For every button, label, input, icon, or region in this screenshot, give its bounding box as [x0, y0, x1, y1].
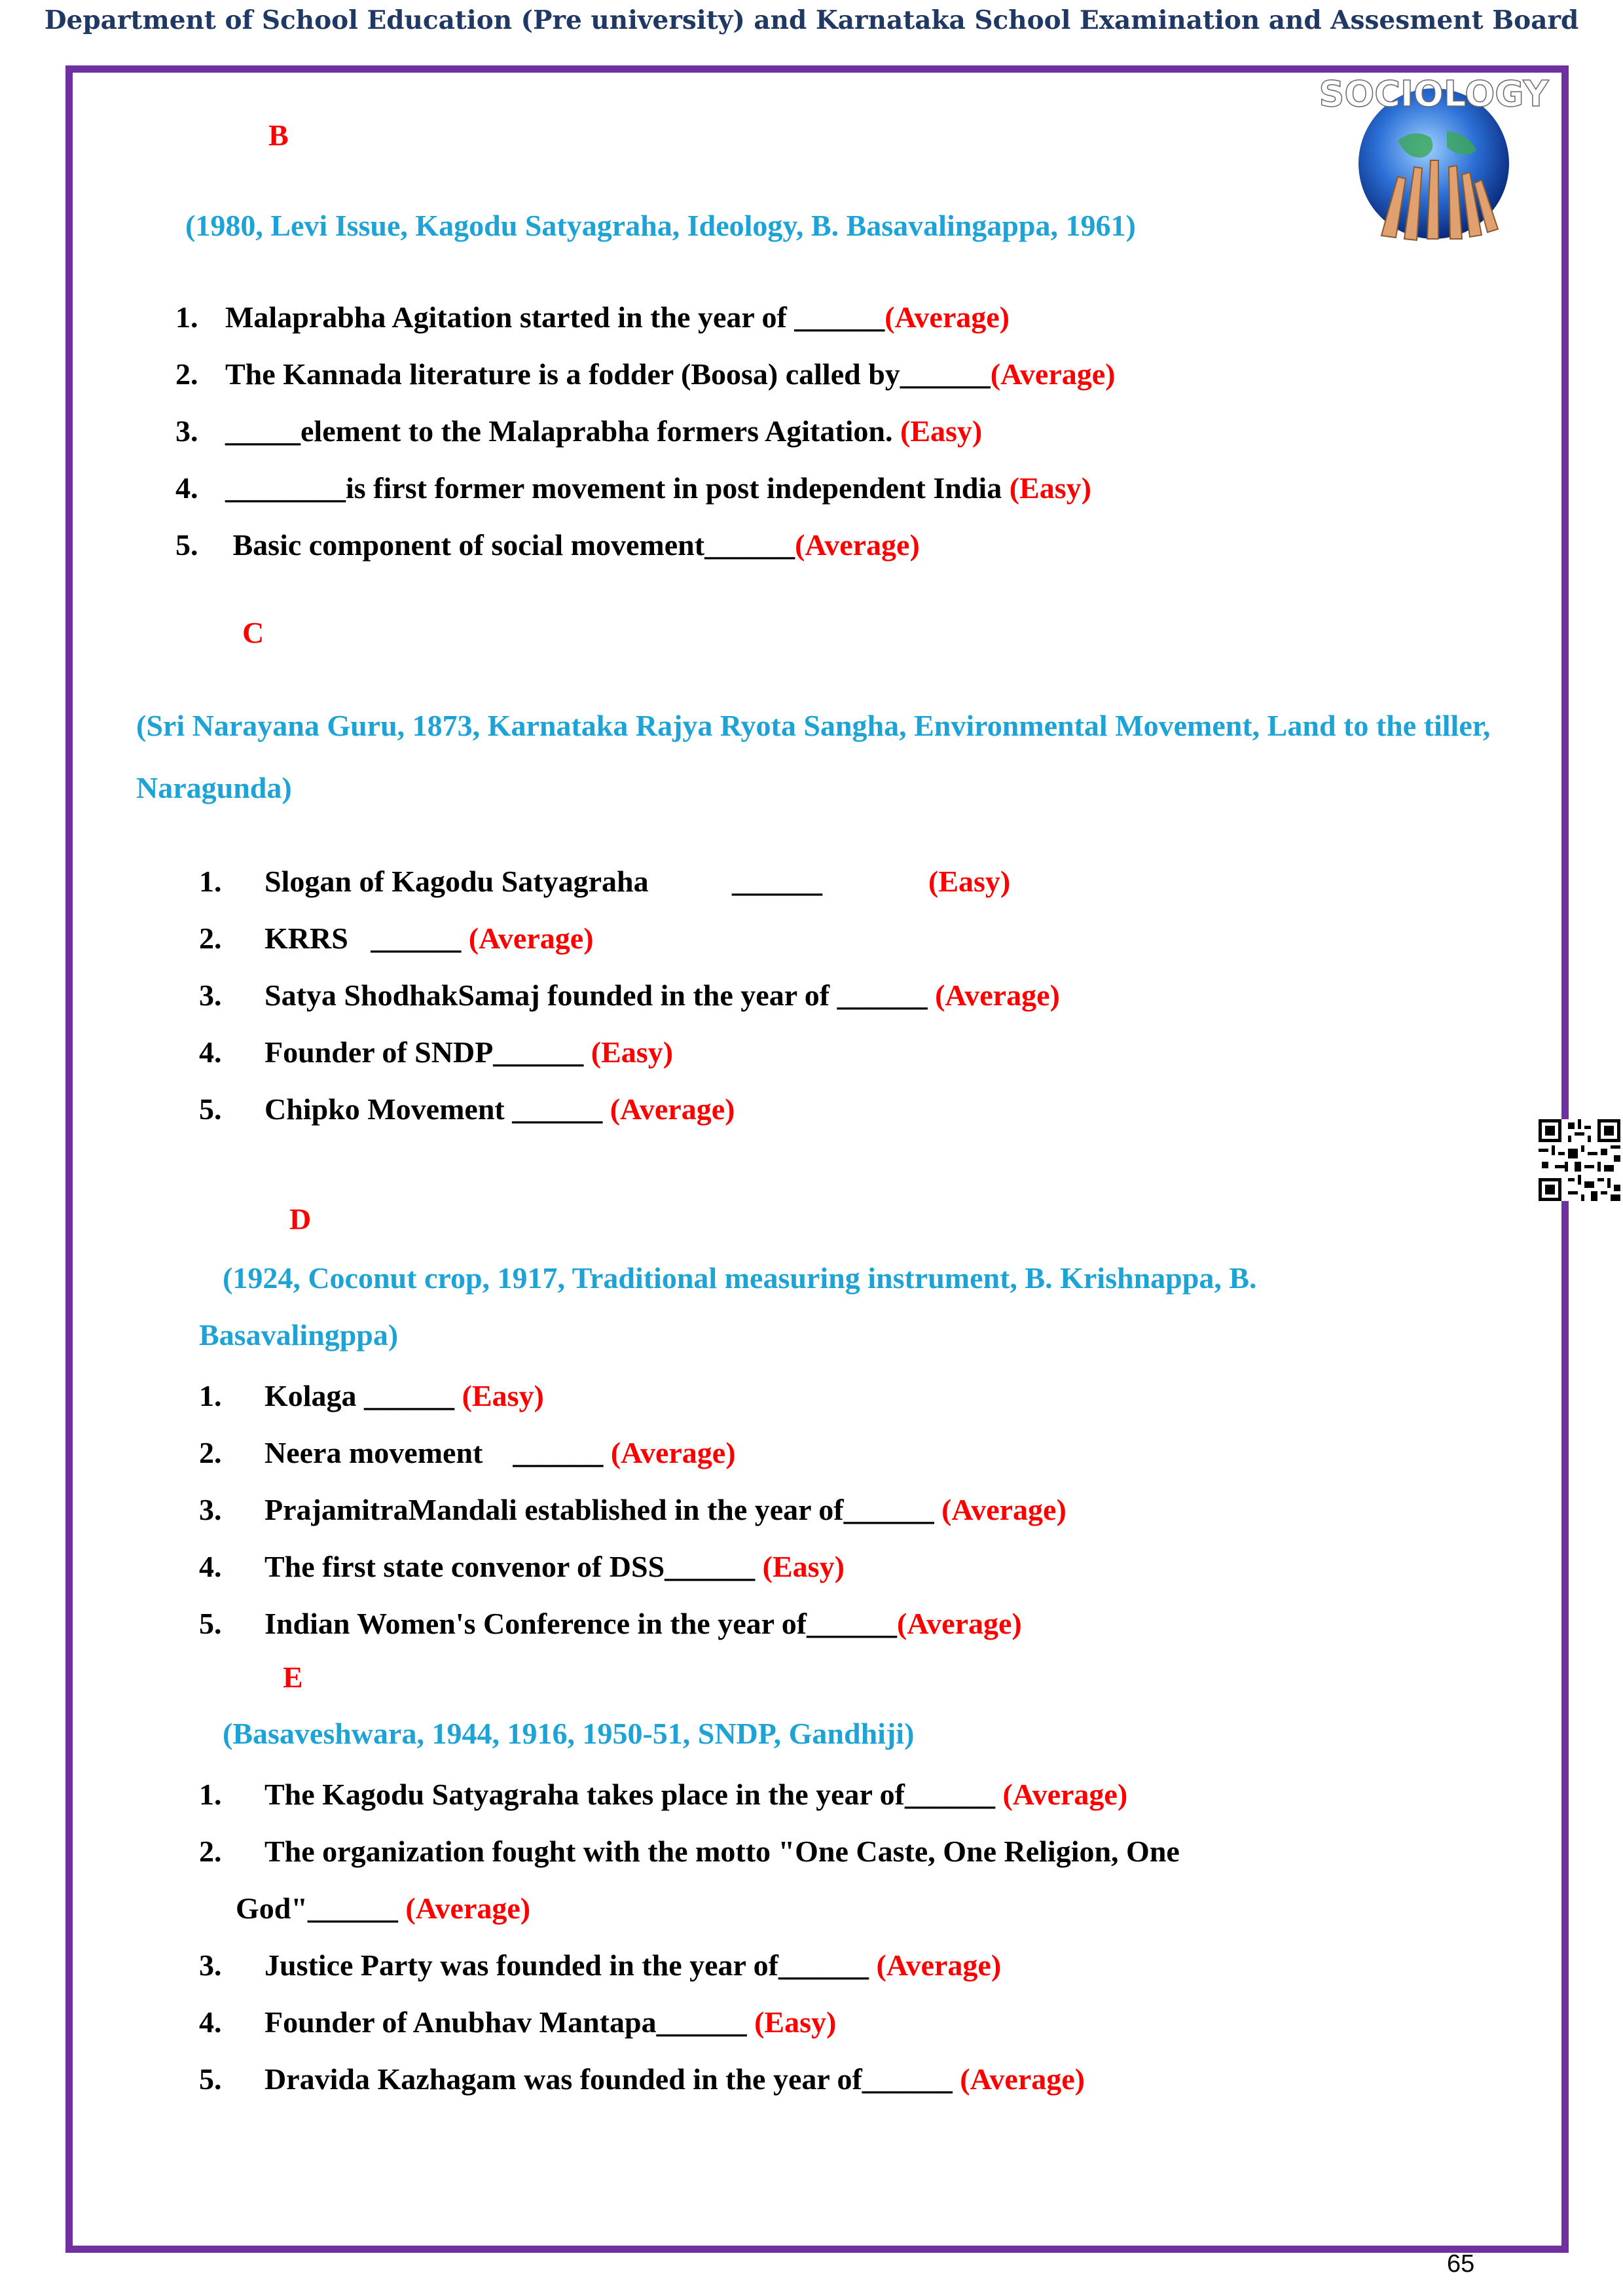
- question-number: 3.: [199, 1493, 222, 1526]
- question-text: The Kannada literature is a fodder (Boosa) called by______: [225, 357, 991, 391]
- section-c-word-bank-line-1: (Sri Narayana Guru, 1873, Karnataka Rajya Ryota Sangha, Environmental Movement, Land to the tiller,: [136, 709, 1491, 742]
- difficulty-label: (Average): [795, 528, 920, 562]
- question-number: 5.: [199, 1092, 222, 1126]
- question-number: 5.: [199, 1607, 222, 1640]
- page-header-title: Department of School Education (Pre university) and Karnataka School Examination and Assesment Board: [44, 5, 1579, 35]
- question-text: Justice Party was founded in the year of______: [264, 1948, 877, 1982]
- section-d-letter: D: [289, 1202, 312, 1236]
- difficulty-label: (Average): [1002, 1778, 1128, 1811]
- difficulty-label: (Average): [468, 922, 594, 955]
- question-text: KRRS ______: [264, 922, 469, 955]
- question-number: 3.: [175, 414, 198, 448]
- section-c-letter: C: [242, 616, 264, 649]
- question-text: Malaprabha Agitation started in the year of ______: [225, 300, 885, 334]
- section-b-word-bank: (1980, Levi Issue, Kagodu Satyagraha, Ideology, B. Basavalingappa, 1961): [185, 209, 1136, 242]
- difficulty-label: (Average): [990, 357, 1116, 391]
- question-number: 1.: [199, 865, 222, 898]
- question-text: The organization fought with the motto "One Caste, One Religion, One: [264, 1835, 1180, 1868]
- question-number: 4.: [199, 2005, 222, 2039]
- question-number: 2.: [175, 357, 198, 391]
- sociology-logo: [1319, 72, 1549, 242]
- question-text: Founder of SNDP______: [264, 1035, 591, 1069]
- question-text: Kolaga ______: [264, 1379, 462, 1412]
- difficulty-label: (Average): [610, 1092, 735, 1126]
- question-number: 1.: [199, 1778, 222, 1811]
- difficulty-label: (Easy): [1009, 471, 1091, 505]
- question-number: 4.: [199, 1550, 222, 1583]
- difficulty-label: (Average): [876, 1948, 1002, 1982]
- question-number: 5.: [175, 528, 198, 562]
- difficulty-label: (Easy): [462, 1379, 544, 1412]
- question-text: Satya ShodhakSamaj founded in the year of ______: [264, 978, 936, 1012]
- difficulty-label: (Average): [897, 1607, 1022, 1640]
- difficulty-label: (Average): [941, 1493, 1067, 1526]
- question-text: Slogan of Kagodu Satyagraha: [264, 865, 649, 898]
- question-number: 3.: [199, 978, 222, 1012]
- question-text: Indian Women's Conference in the year of______: [264, 1607, 898, 1640]
- section-d-word-bank-line-2: Basavalingppa): [199, 1318, 399, 1352]
- question-text: Founder of Anubhav Mantapa______: [264, 2005, 755, 2039]
- difficulty-label: (Average): [935, 978, 1060, 1012]
- question-number: 2.: [199, 1436, 222, 1469]
- question-number: 2.: [199, 1835, 222, 1868]
- difficulty-label: (Average): [884, 300, 1010, 334]
- difficulty-label: (Easy): [762, 1550, 845, 1583]
- question-text: Neera movement ______: [264, 1436, 611, 1469]
- question-number: 1.: [199, 1379, 222, 1412]
- question-number: 5.: [199, 2062, 222, 2096]
- question-text: The first state convenor of DSS______: [264, 1550, 763, 1583]
- qr-code-icon: [1539, 1119, 1620, 1201]
- difficulty-label: (Easy): [928, 865, 1011, 898]
- question-text: Dravida Kazhagam was founded in the year of______: [264, 2062, 960, 2096]
- question-number: 2.: [199, 922, 222, 955]
- question-text: The Kagodu Satyagraha takes place in the year of______: [264, 1778, 1003, 1811]
- question-text: Chipko Movement ______: [264, 1092, 610, 1126]
- question-text: Basic component of social movement______: [225, 528, 795, 562]
- difficulty-label: (Easy): [754, 2005, 837, 2039]
- difficulty-label: (Average): [405, 1892, 531, 1925]
- section-e-word-bank: (Basaveshwara, 1944, 1916, 1950-51, SNDP, Gandhiji): [223, 1717, 915, 1750]
- question-number: 4.: [199, 1035, 222, 1069]
- difficulty-label: (Easy): [900, 414, 983, 448]
- question-text: God"______: [236, 1892, 406, 1925]
- question-number: 4.: [175, 471, 198, 505]
- question-number: 3.: [199, 1948, 222, 1982]
- section-b-letter: B: [268, 118, 289, 152]
- answer-blank: ______: [732, 865, 822, 898]
- page-number: 65: [1447, 2250, 1475, 2278]
- section-c-word-bank-line-2: Naragunda): [136, 771, 292, 804]
- question-text: ________is first former movement in post independent India: [225, 471, 1010, 505]
- question-text: PrajamitraMandali established in the year of______: [264, 1493, 942, 1526]
- section-d-word-bank-line-1: (1924, Coconut crop, 1917, Traditional measuring instrument, B. Krishnappa, B.: [223, 1261, 1257, 1295]
- difficulty-label: (Average): [610, 1436, 736, 1469]
- question-number: 1.: [175, 300, 198, 334]
- difficulty-label: (Easy): [591, 1035, 674, 1069]
- question-text: _____element to the Malaprabha formers Agitation.: [225, 414, 901, 448]
- logo-text: SOCIOLOGY: [1319, 73, 1549, 115]
- difficulty-label: (Average): [960, 2062, 1085, 2096]
- section-e-letter: E: [283, 1660, 303, 1694]
